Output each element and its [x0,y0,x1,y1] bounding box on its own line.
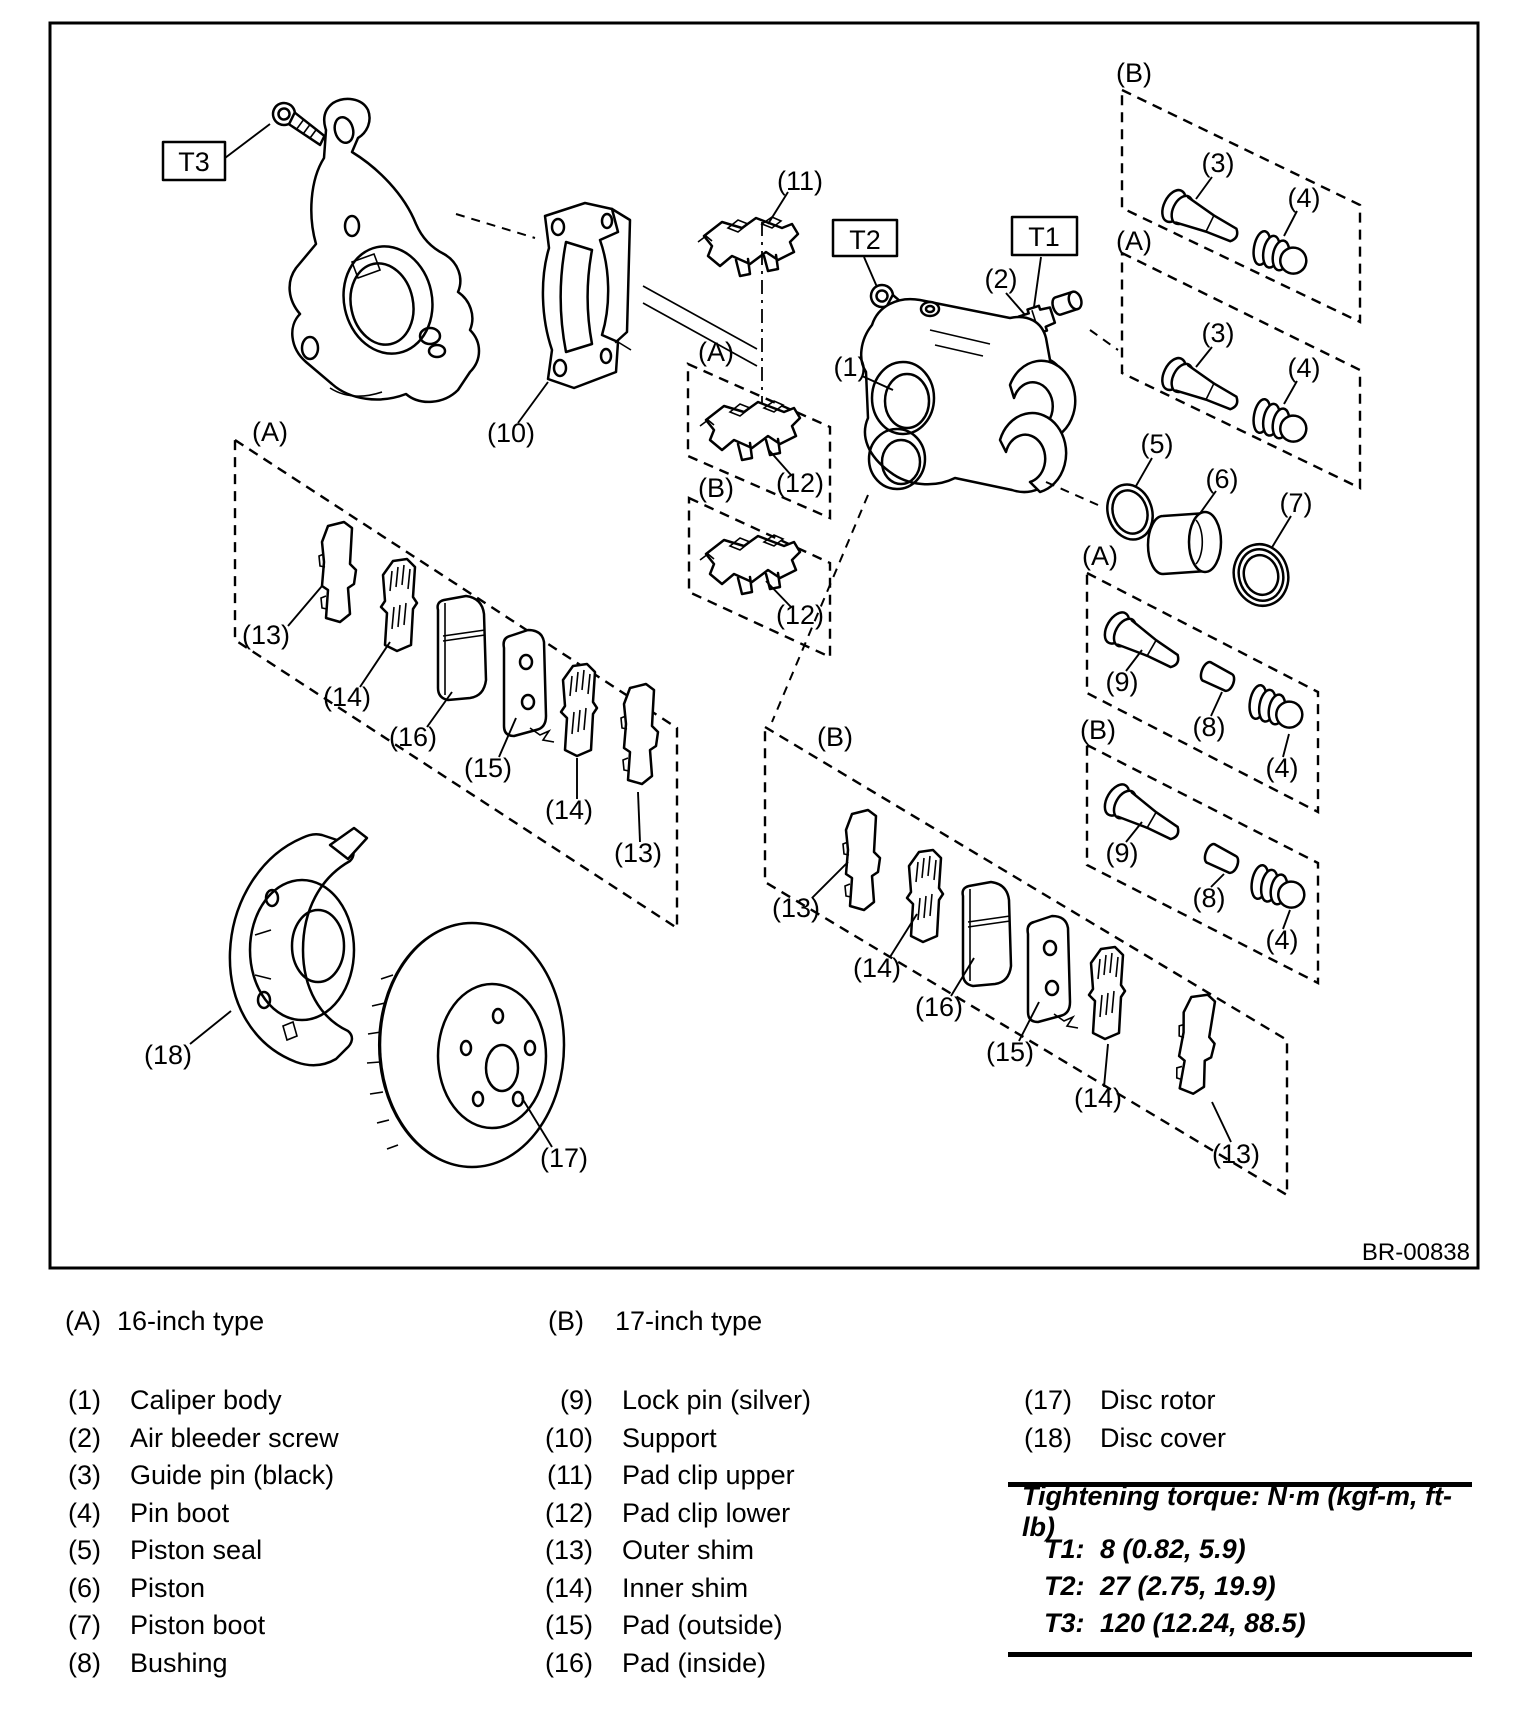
support-drawing [543,203,631,388]
legend-column-3 [1022,1382,1226,1457]
pad-inside-a-drawing [438,596,486,700]
pad-inside-b-drawing [963,882,1011,986]
callout-9: (9) [1105,838,1139,868]
piston-boot-drawing [1227,538,1295,612]
legend-item: (2) Air bleeder screw [68,1422,339,1453]
callout-16: (16) [914,992,964,1022]
tightening-torque-table [1008,1482,1472,1657]
disc-cover-drawing [230,828,367,1065]
callout-b: (B) [817,722,853,752]
torque-row-t1: T1: 8 (0.82, 5.9) [1044,1534,1246,1564]
t3-bolt-icon [269,99,330,145]
callout-1: (1) [833,352,867,382]
callout-a: (A) [252,417,288,447]
legend-item: (12) Pad clip lower [545,1497,791,1528]
callout-10: (10) [486,418,536,448]
pin-boot-b2-drawing [1249,864,1309,910]
legend-item: (1) Caliper body [68,1385,282,1416]
legend-type-b [548,1303,762,1340]
callout-8: (8) [1192,883,1226,913]
bushing-a-drawing [1198,660,1237,692]
pad-clip-lower-a-drawing [700,401,800,460]
callout-2: (2) [984,264,1018,294]
legend-column-1 [68,1382,339,1682]
callout-b: (B) [1116,58,1152,88]
inner-shim-b2-drawing [1089,947,1125,1039]
callout-15: (15) [463,753,513,783]
legend-type-b-num: (B) [548,1306,584,1336]
callout-a: (A) [1116,226,1152,256]
outer-shim-b2-drawing [1172,992,1219,1095]
callout-3: (3) [1201,148,1235,178]
callout-18: (18) [143,1040,193,1070]
callout-b: (B) [1080,715,1116,745]
legend-item: (10) Support [545,1422,717,1453]
callout-17: (17) [539,1143,589,1173]
callout-13: (13) [241,620,291,650]
legend-type-b-label: 17-inch type [615,1306,763,1336]
legend-type-a-label: 16-inch type [117,1306,265,1336]
box-b-pads [765,727,1287,1195]
callout-7: (7) [1279,488,1313,518]
legend-item: (14) Inner shim [545,1572,749,1603]
callout-14: (14) [852,953,902,983]
callout-5: (5) [1140,429,1174,459]
legend-item: (15) Pad (outside) [545,1610,783,1641]
legend-item: (17) Disc rotor [1023,1385,1216,1416]
callout-6: (6) [1205,464,1239,494]
torque-table-title: Tightening torque: N·m (kgf-m, ft-lb) [1022,1481,1452,1542]
callout-12: (12) [775,600,825,630]
guide-pin-b-drawing [1158,186,1244,251]
callout-9: (9) [1105,667,1139,697]
callout-3: (3) [1201,318,1235,348]
callout-13: (13) [613,838,663,868]
t1-tag: T1 [1028,222,1060,252]
callout-4: (4) [1265,925,1299,955]
legend-item: (16) Pad (inside) [545,1647,767,1678]
callout-13: (13) [771,893,821,923]
outer-shim-a2-drawing [621,684,658,784]
callout-4: (4) [1287,353,1321,383]
callout-b: (B) [698,473,734,503]
legend-item: (18) Disc cover [1023,1422,1227,1453]
piston-drawing [1148,512,1221,574]
pin-boot-b-drawing [1251,230,1311,276]
callout-14: (14) [544,795,594,825]
legend-item: (11) Pad clip upper [546,1460,795,1491]
callout-14: (14) [322,682,372,712]
outer-shim-a1-drawing [319,522,356,622]
legend-item: (13) Outer shim [545,1535,755,1566]
legend-item: (6) Piston [68,1572,206,1603]
callout-15: (15) [985,1037,1035,1067]
inner-shim-a2-drawing [561,664,597,756]
legend-item: (8) Bushing [68,1647,228,1678]
callout-14: (14) [1073,1083,1123,1113]
box-b-guide-pin [1122,90,1360,322]
caliper-body-drawing [861,299,1075,492]
figure-code: BR-00838 [1361,1239,1470,1266]
pad-clip-lower-b-drawing [700,535,800,594]
bushing-b-drawing [1202,842,1241,874]
legend-item: (5) Piston seal [68,1535,263,1566]
legend-item: (7) Piston boot [68,1610,266,1641]
torque-row-t3: T3: 120 (12.24, 88.5) [1044,1608,1306,1638]
pad-outside-a-drawing [504,630,554,742]
callout-8: (8) [1192,712,1226,742]
legend-item: (4) Pin boot [68,1497,230,1528]
pin-boot-a2-drawing [1247,684,1307,730]
callout-12: (12) [775,468,825,498]
callout-a: (A) [698,337,734,367]
callout-a: (A) [1082,541,1118,571]
callout-4: (4) [1265,753,1299,783]
callout-16: (16) [388,722,438,752]
legend-type-a-num: (A) [65,1306,101,1336]
t2-tag: T2 [849,225,881,255]
torque-row-t2: T2: 27 (2.75, 19.9) [1044,1571,1276,1601]
pin-boot-a-drawing [1251,398,1311,444]
outer-shim-b1-drawing [843,810,880,910]
disc-rotor-drawing [367,923,564,1167]
legend-type-a [65,1303,264,1340]
legend-item: (9) Lock pin (silver) [560,1385,812,1416]
legend-item: (3) Guide pin (black) [68,1460,335,1491]
pad-clip-upper-drawing [698,217,798,276]
callout-13: (13) [1211,1139,1261,1169]
legend-column-2 [545,1382,811,1682]
inner-shim-b1-drawing [907,850,943,942]
guide-pin-a-drawing [1158,354,1244,419]
bleeder-cap-drawing [1050,290,1083,316]
callout-4: (4) [1287,183,1321,213]
callout-11: (11) [776,166,824,196]
t3-tag: T3 [178,147,210,177]
inner-shim-a1-drawing [381,559,417,651]
